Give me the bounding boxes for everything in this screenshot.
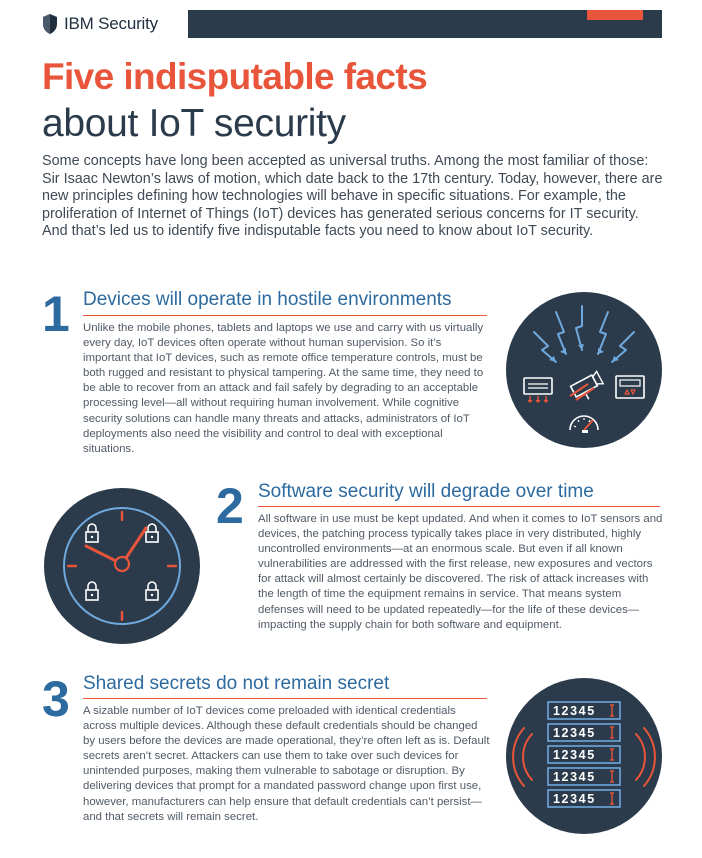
brand-name: IBM Security [64, 14, 158, 33]
section-body-3: A sizable number of IoT devices come preloaded with identical credentials across multiple devices. Although these default credentials should be changed by users before the devices are made operational, they’re often left as is. Default secrets aren’t secret. Attackers can use them to take over such devices for unintended purposes, making them vulnerable to sabotage or disruption. By delivering devices that prompt for a mandated password change upon first use, however, manufacturers can help ensure that default credentials can’t persist—and that secrets will remain secret. [83, 705, 490, 823]
section-heading-2: Software security will degrade over time [258, 481, 594, 502]
section-rule-2 [258, 506, 660, 507]
section-rule-1 [83, 315, 487, 316]
page-title: Five indisputable facts [42, 56, 428, 97]
section-rule-3 [83, 698, 487, 699]
password-fields-icon [504, 676, 664, 836]
clock-locks-icon [42, 486, 202, 646]
section-number-2: 2 [216, 478, 244, 534]
section-body-2: All software in use must be kept updated. And when it comes to IoT sensors and devices, the patching process typically takes place in very distributed, highly uncontrolled environments—at an enormous scale. But even if all known vulnerabilities are addressed with the first release, new exposures and vectors for attack will almost certainly be discovered. The risk of attack increases with the length of time the equipment remains in service. That means system defenses will need to be updated repeatedly—for the life of these devices—impacting the supply chain for both software and equipment. [258, 513, 663, 631]
section-heading-3: Shared secrets do not remain secret [83, 673, 390, 694]
section-body-1: Unlike the mobile phones, tablets and laptops we use and carry with us virtually every day, IoT devices often operate without human supervision. So it’s important that IoT devices, such as remote office temperature controls, must be both rugged and resistant to physical tampering. At the same time, they need to be able to recover from an attack and fail safely by degrading to an acceptable processing level—all without requiring human involvement. While cognitive security solutions can handle many threats and attacks, administrators of IoT deployments also need the visibility and control to deal with exceptional situations. [83, 322, 484, 455]
shield-icon [42, 13, 58, 35]
intro-paragraph: Some concepts have long been accepted as universal truths. Among the most familiar of those: Sir Isaac Newton’s laws of motion, which date back to the 17th century. Today, however, there are new principles defining how technologies will behave in specific situations. For example, the proliferation of Internet of Things (IoT) devices has generated serious concerns for IT security. And that’s led us to identify five indisputable facts you need to know about IoT security. [42, 153, 663, 240]
password-field-value: 12345 [553, 726, 596, 740]
header-accent-tab [587, 10, 643, 20]
password-field-value: 12345 [553, 770, 596, 784]
section-heading-1: Devices will operate in hostile environments [83, 289, 452, 310]
hostile-environment-icon [504, 290, 664, 450]
password-field-value: 12345 [553, 748, 596, 762]
password-field-value: 12345 [553, 704, 596, 718]
password-field-value: 12345 [553, 792, 596, 806]
ibm-security-logo [42, 13, 158, 35]
header-bar [0, 0, 702, 44]
section-number-1: 1 [42, 286, 70, 342]
section-number-3: 3 [42, 671, 70, 727]
page-subtitle: about IoT security [42, 102, 346, 145]
